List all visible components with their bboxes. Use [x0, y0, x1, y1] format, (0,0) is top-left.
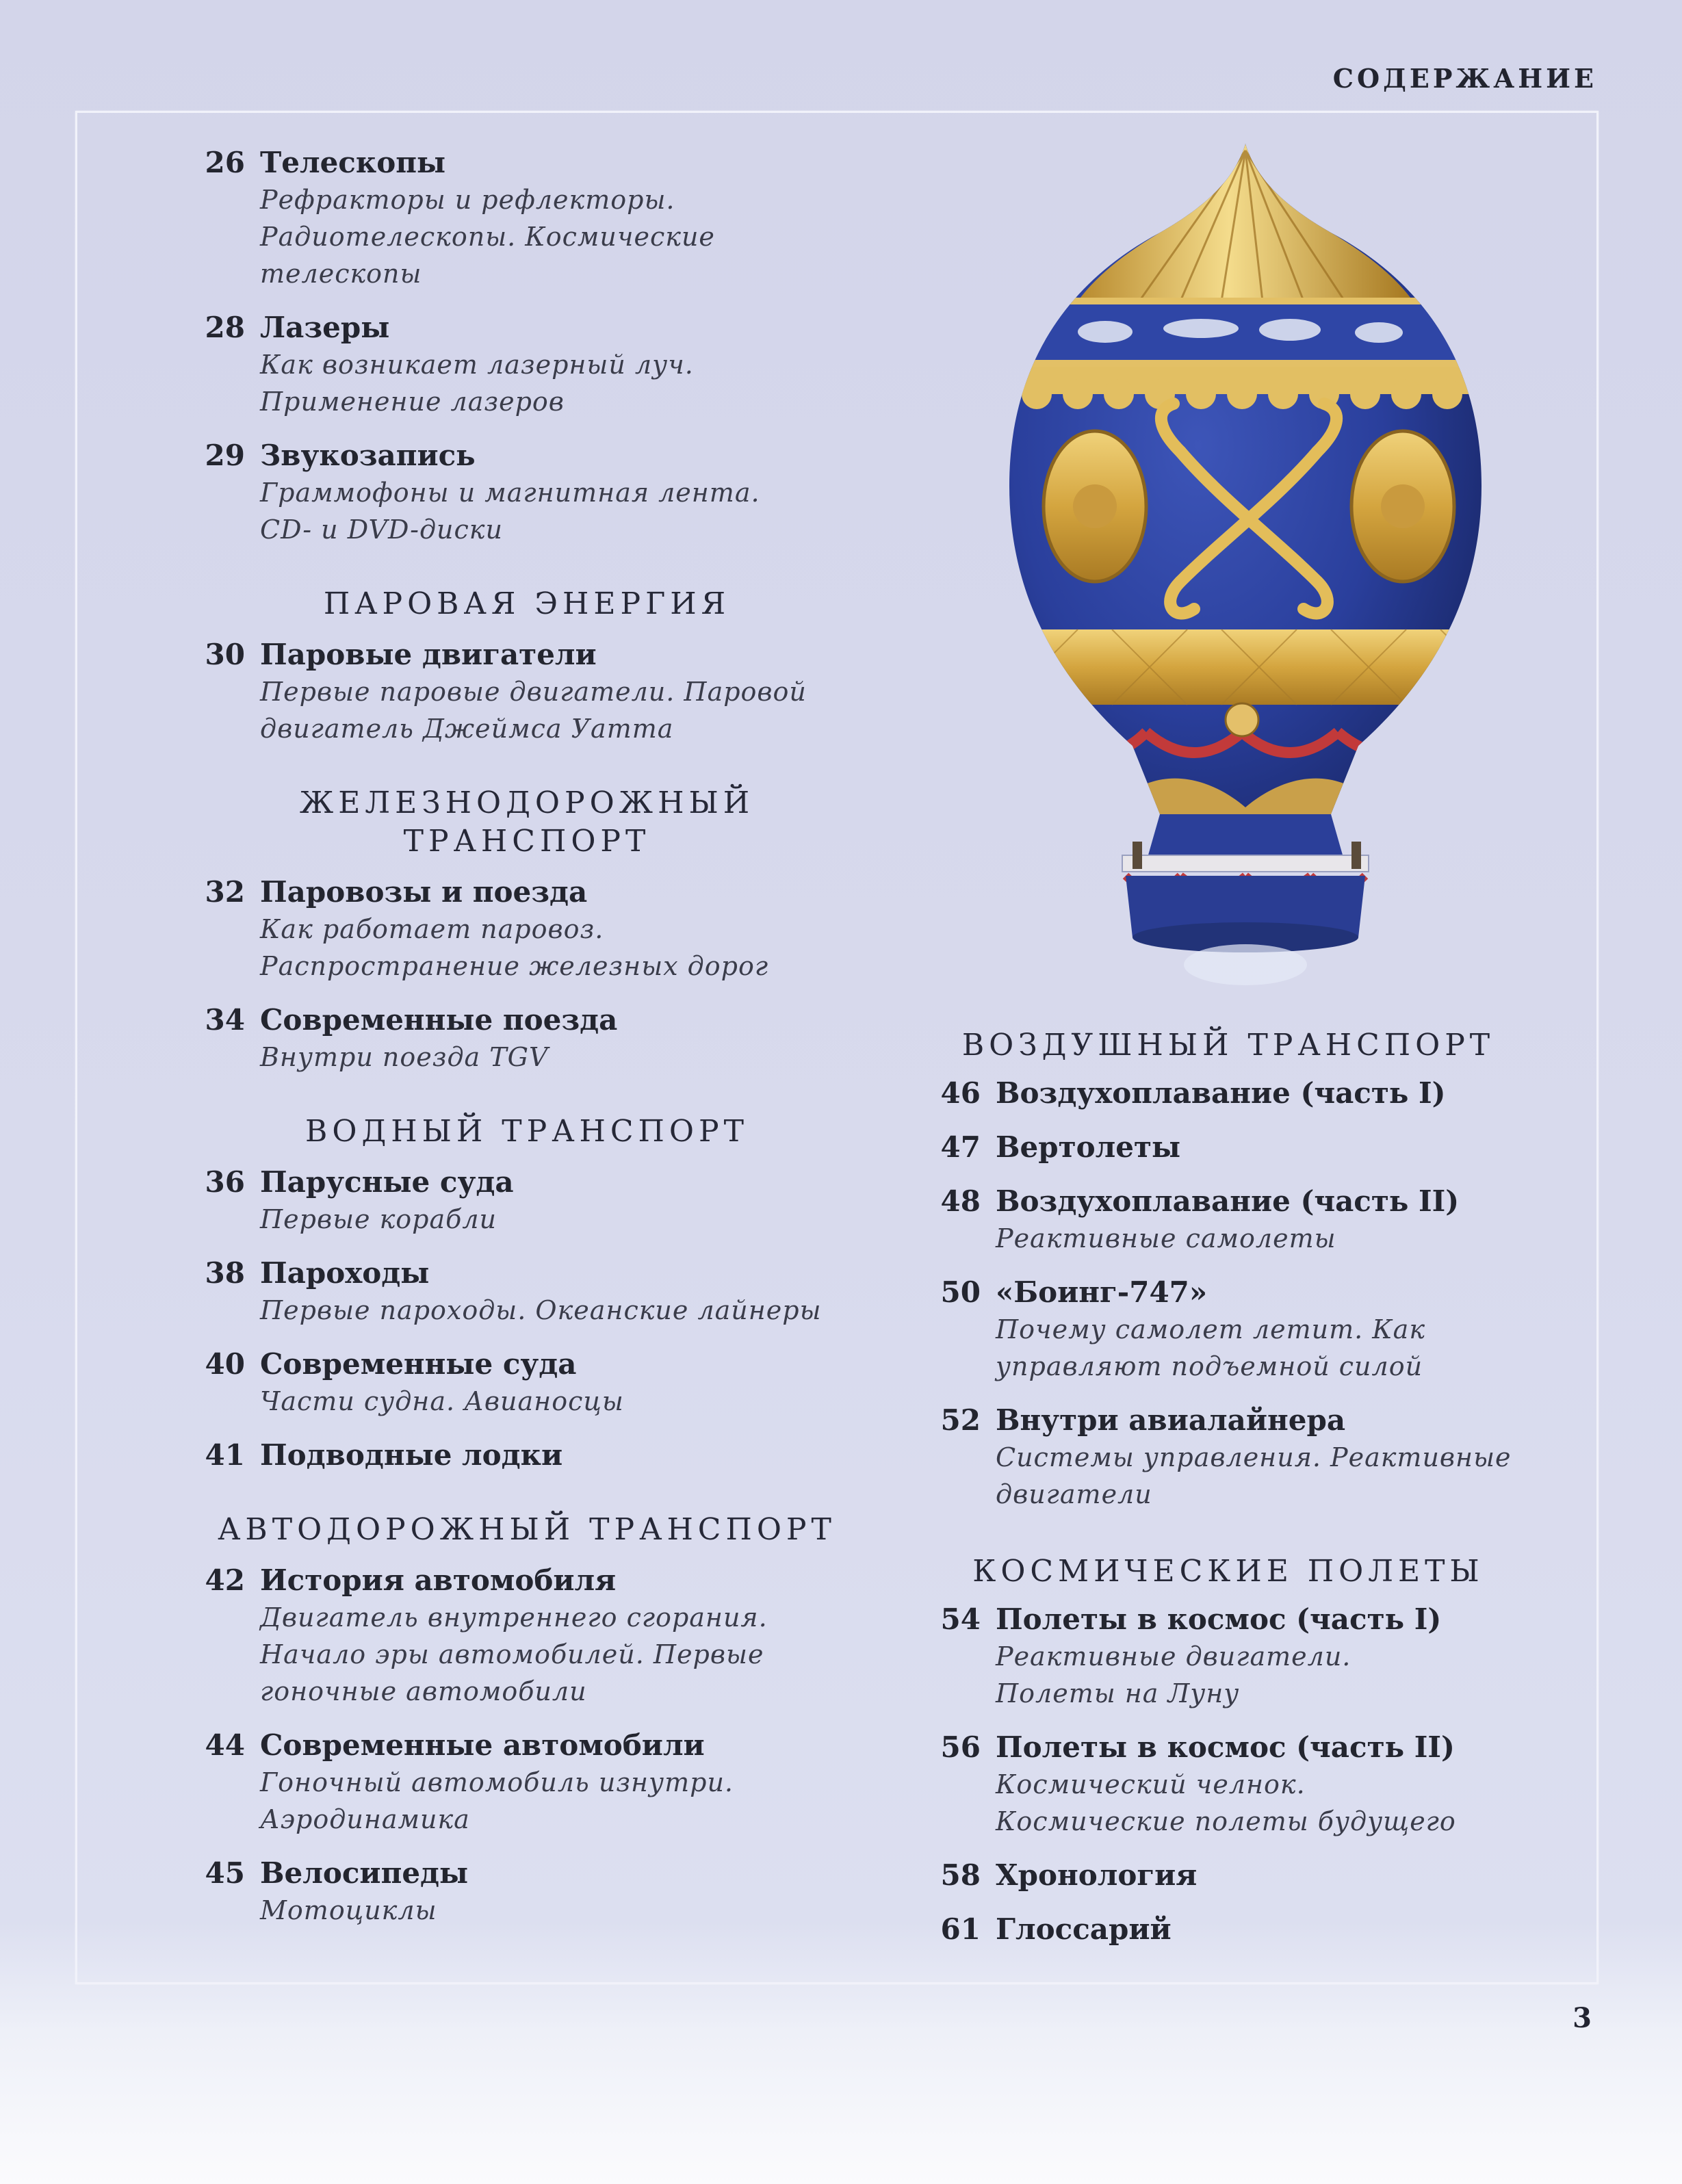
toc-page-number: 61 — [940, 1912, 981, 1946]
toc-entry-description-line: Первые паровые двигатели. Паровой — [260, 677, 807, 707]
toc-entry-description — [260, 1764, 869, 1838]
toc-entry-description-line: Двигатель внутреннего сгорания. — [260, 1602, 768, 1633]
toc-entry-description-line: Рефракторы и рефлекторы. — [260, 185, 675, 215]
toc-page-number: 40 — [205, 1347, 245, 1381]
toc-entry-description-line: Радиотелескопы. Космические — [260, 222, 715, 252]
toc-entry-title: Глоссарий — [996, 1912, 1172, 1946]
toc-entry-description-line: Гоночный автомобиль изнутри. — [260, 1767, 734, 1797]
toc-entry-title: Хронология — [996, 1858, 1198, 1892]
section-heading — [920, 1552, 1536, 1591]
toc-entry[interactable] — [185, 144, 869, 292]
toc-entry-description — [260, 1201, 869, 1238]
toc-page-number: 47 — [940, 1130, 981, 1164]
section-heading-line: КОСМИЧЕСКИЕ ПОЛЕТЫ — [972, 1554, 1484, 1589]
toc-entry-description-line: Мотоциклы — [260, 1895, 437, 1925]
toc-page-number: 46 — [940, 1076, 981, 1110]
toc-page-number: 36 — [205, 1165, 245, 1199]
section-heading-line: ЖЕЛЕЗНОДОРОЖНЫЙ — [299, 785, 755, 820]
toc-entry-title: Современные автомобили — [260, 1728, 705, 1762]
toc-entry-description — [996, 1439, 1536, 1513]
toc-entry-description-line: двигатели — [996, 1479, 1152, 1509]
toc-page-number: 30 — [205, 638, 245, 671]
toc-entry-title: Воздухоплавание (часть II) — [996, 1184, 1460, 1218]
toc-entry-title: Пароходы — [260, 1256, 430, 1290]
toc-entry-title: «Боинг-747» — [996, 1275, 1208, 1309]
contents-right-column — [920, 1026, 1536, 1964]
toc-entry[interactable] — [185, 1561, 869, 1710]
toc-entry[interactable] — [920, 1128, 1536, 1166]
section-heading-line: АВТОДОРОЖНЫЙ ТРАНСПОРТ — [218, 1512, 836, 1547]
toc-entry-description-line: гоночные автомобили — [260, 1676, 587, 1706]
toc-entry-description-line: телескопы — [260, 259, 422, 289]
section-heading-line: ВОЗДУШНЫЙ ТРАНСПОРТ — [961, 1028, 1495, 1063]
toc-entry-description-line: Как работает паровоз. — [260, 914, 604, 944]
toc-page-number: 48 — [940, 1184, 981, 1218]
section-heading-line: ПАРОВАЯ ЭНЕРГИЯ — [323, 586, 731, 621]
toc-entry[interactable] — [920, 1273, 1536, 1385]
toc-entry[interactable] — [185, 1254, 869, 1329]
toc-page-number: 50 — [940, 1275, 981, 1309]
toc-entry[interactable] — [185, 1001, 869, 1076]
toc-entry-description-line: управляют подъемной силой — [996, 1351, 1423, 1381]
toc-entry-title: Паровозы и поезда — [260, 875, 588, 909]
toc-entry-description — [996, 1220, 1536, 1257]
toc-entry-title: Звукозапись — [260, 439, 476, 472]
toc-entry-description — [996, 1638, 1536, 1712]
toc-entry-description — [260, 346, 869, 420]
toc-entry[interactable] — [920, 1600, 1536, 1712]
toc-entry-title: Паровые двигатели — [260, 638, 597, 671]
toc-entry-description-line: Внутри поезда TGV — [260, 1042, 549, 1072]
page-number: 3 — [1573, 2002, 1592, 2034]
toc-entry[interactable] — [920, 1401, 1536, 1513]
toc-entry[interactable] — [185, 1436, 869, 1474]
toc-entry-title: Парусные суда — [260, 1165, 514, 1199]
toc-page-number: 54 — [940, 1602, 981, 1636]
toc-entry-description-line: Реактивные двигатели. — [996, 1641, 1351, 1672]
toc-entry-description — [260, 1039, 869, 1076]
toc-entry-description-line: Космический челнок. — [996, 1769, 1306, 1799]
toc-entry-description-line: Части судна. Авианосцы — [260, 1386, 624, 1416]
toc-entry-description-line: Космические полеты будущего — [996, 1806, 1456, 1836]
toc-entry-title: Воздухоплавание (часть I) — [996, 1076, 1446, 1110]
toc-entry-description-line: Аэродинамика — [260, 1804, 470, 1834]
toc-entry-title: Телескопы — [260, 146, 446, 179]
toc-entry-description — [996, 1766, 1536, 1840]
toc-entry[interactable] — [920, 1182, 1536, 1257]
toc-entry-title: Вертолеты — [996, 1130, 1181, 1164]
toc-page-number: 34 — [205, 1003, 245, 1037]
toc-page-number: 41 — [205, 1438, 245, 1472]
toc-entry-description-line: двигатель Джеймса Уатта — [260, 714, 674, 744]
toc-entry-description — [996, 1311, 1536, 1385]
toc-entry[interactable] — [185, 309, 869, 420]
toc-entry-description-line: Полеты на Луну — [996, 1678, 1240, 1708]
toc-entry[interactable] — [185, 1163, 869, 1238]
toc-entry[interactable] — [920, 1074, 1536, 1112]
section-heading-line: ВОДНЫЙ ТРАНСПОРТ — [305, 1114, 749, 1149]
toc-page-number: 44 — [205, 1728, 245, 1762]
toc-entry[interactable] — [185, 1854, 869, 1929]
toc-entry-description-line: Системы управления. Реактивные — [996, 1442, 1512, 1472]
toc-entry-description — [260, 474, 869, 548]
toc-entry-title: Лазеры — [260, 311, 390, 344]
section-heading-line: ТРАНСПОРТ — [403, 824, 651, 859]
toc-page-number: 52 — [940, 1403, 981, 1437]
toc-page-number: 38 — [205, 1256, 245, 1290]
toc-entry-title: Современные суда — [260, 1347, 577, 1381]
toc-entry[interactable] — [185, 1726, 869, 1838]
toc-page-number: 45 — [205, 1856, 245, 1890]
page-header-title: СОДЕРЖАНИЕ — [1332, 63, 1597, 94]
section-heading — [185, 784, 869, 861]
toc-entry-title: История автомобиля — [260, 1563, 617, 1597]
toc-entry-description-line: Применение лазеров — [260, 387, 565, 417]
toc-entry-title: Подводные лодки — [260, 1438, 563, 1472]
section-heading — [185, 585, 869, 623]
toc-entry-description — [260, 1599, 869, 1710]
toc-entry-description-line: Первые корабли — [260, 1204, 497, 1234]
toc-page-number: 42 — [205, 1563, 245, 1597]
toc-entry-description — [260, 673, 869, 747]
toc-entry[interactable] — [920, 1856, 1536, 1894]
toc-page-number: 29 — [205, 439, 245, 472]
toc-page-number: 28 — [205, 311, 245, 344]
toc-entry[interactable] — [185, 636, 869, 747]
toc-entry-description-line: Начало эры автомобилей. Первые — [260, 1639, 764, 1669]
toc-page-number: 26 — [205, 146, 245, 179]
contents-left-column — [185, 144, 869, 1945]
toc-entry[interactable] — [185, 873, 869, 985]
toc-entry-description-line: Распространение железных дорог — [260, 951, 769, 981]
toc-entry-description-line: Как возникает лазерный луч. — [260, 350, 694, 380]
toc-page-number: 56 — [940, 1730, 981, 1764]
toc-page-number: 32 — [205, 875, 245, 909]
toc-entry-description — [260, 911, 869, 985]
toc-entry-description-line: Граммофоны и магнитная лента. — [260, 478, 760, 508]
toc-entry-description — [260, 1292, 869, 1329]
toc-entry[interactable] — [920, 1728, 1536, 1840]
hot-air-balloon-illustration — [934, 130, 1557, 985]
section-heading — [920, 1026, 1536, 1065]
toc-entry[interactable] — [185, 437, 869, 548]
toc-entry-title: Современные поезда — [260, 1003, 618, 1037]
toc-entry-title: Велосипеды — [260, 1856, 469, 1890]
toc-entry[interactable] — [185, 1345, 869, 1420]
toc-entry-description-line: CD- и DVD-диски — [260, 515, 503, 545]
section-heading — [185, 1511, 869, 1549]
toc-entry-title: Внутри авиалайнера — [996, 1403, 1346, 1437]
toc-entry-title: Полеты в космос (часть I) — [996, 1602, 1442, 1636]
toc-page-number: 58 — [940, 1858, 981, 1892]
toc-entry[interactable] — [920, 1910, 1536, 1948]
toc-entry-description — [260, 1892, 869, 1929]
toc-entry-description-line: Реактивные самолеты — [996, 1223, 1336, 1253]
toc-entry-description-line: Первые пароходы. Океанские лайнеры — [260, 1295, 822, 1325]
toc-entry-description — [260, 181, 869, 292]
toc-entry-description — [260, 1383, 869, 1420]
toc-entry-title: Полеты в космос (часть II) — [996, 1730, 1455, 1764]
section-heading — [185, 1113, 869, 1151]
toc-entry-description-line: Почему самолет летит. Как — [996, 1314, 1426, 1344]
